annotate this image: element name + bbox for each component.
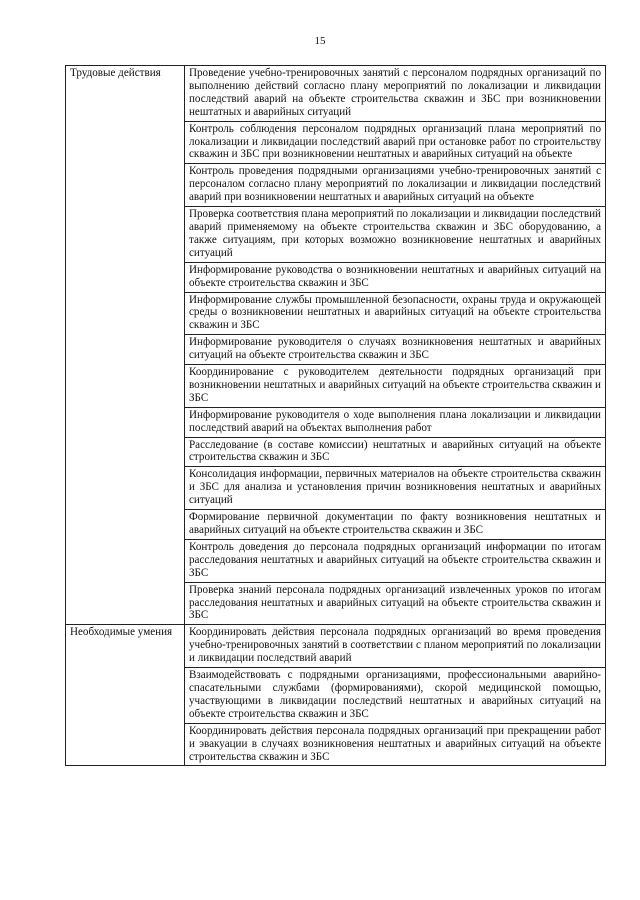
table-cell bbox=[185, 262, 606, 292]
table-cell bbox=[185, 365, 606, 408]
table-cell bbox=[185, 510, 606, 540]
row-label-labor-actions: Трудовые действия bbox=[66, 66, 185, 625]
labor-action-item: Проведение учебно-тренировочных занятий с персоналом подрядных организаций по выполнению действий согласно плану мероприятий по локализации и ликвидации последствий аварий на объекте строительства скважин и ЗБС при возникновении нештатных и аварийных ситуаций bbox=[189, 67, 601, 118]
row-label-required-skills: Необходимые умения bbox=[66, 625, 185, 766]
table-cell bbox=[185, 121, 606, 164]
table-row bbox=[66, 66, 606, 122]
table-cell bbox=[185, 292, 606, 335]
labor-action-item: Расследование (в составе комиссии) нештатных и аварийных ситуаций на объекте строительства скважин и ЗБС bbox=[189, 438, 601, 464]
labor-action-item: Проверка знаний персонала подрядных организаций извлеченных уроков по итогам расследования нештатных и аварийных ситуаций на объекте строительства скважин и ЗБС bbox=[189, 583, 601, 622]
table-row bbox=[66, 625, 606, 668]
labor-action-item: Информирование руководителя о ходе выполнения плана локализации и ликвидации последствий аварий на объектах выполнения работ bbox=[189, 408, 601, 434]
labor-action-item: Информирование руководителя о случаях возникновения нештатных и аварийных ситуаций на объекте строительства скважин и ЗБС bbox=[189, 336, 601, 362]
table-cell bbox=[185, 582, 606, 625]
table-cell bbox=[185, 668, 606, 724]
page-number: 15 bbox=[314, 35, 326, 47]
labor-action-item: Контроль соблюдения персоналом подрядных организаций плана мероприятий по локализации и ликвидации последствий аварий при остановке работ по строительству скважин и ЗБС при возникновении нештатных и аварийных ситуаций на объекте bbox=[189, 122, 601, 161]
labor-action-item: Контроль доведения до персонала подрядных организаций информации по итогам расследования нештатных и аварийных ситуаций на объекте строительства скважин и ЗБС bbox=[189, 540, 601, 579]
table-cell bbox=[185, 407, 606, 437]
table-cell bbox=[185, 625, 606, 668]
labor-action-item: Консолидация информации, первичных материалов на объекте строительства скважин и ЗБС для анализа и установления причин возникновения нештатных и аварийных ситуаций bbox=[189, 468, 601, 507]
table-cell bbox=[185, 467, 606, 510]
table-cell bbox=[185, 66, 606, 122]
table-cell bbox=[185, 207, 606, 263]
table-cell bbox=[185, 539, 606, 582]
labor-action-item: Формирование первичной документации по факту возникновения нештатных и аварийных ситуаций на объекте строительства скважин и ЗБС bbox=[189, 511, 601, 536]
labor-action-item: Координирование с руководителем деятельности подрядных организаций при возникновении нештатных и аварийных ситуаций на объекте строительства скважин и ЗБС bbox=[189, 366, 601, 404]
labor-action-item: Проверка соответствия плана мероприятий по локализации и ликвидации последствий аварий применяемому на объекте строительства скважин и ЗБС оборудованию, а также ситуациям, при которых возможно возникновение нештатных и аварийных ситуаций bbox=[189, 208, 601, 259]
labor-action-item: Информирование руководства о возникновении нештатных и аварийных ситуаций на объекте строительства скважин и ЗБС bbox=[189, 263, 601, 289]
table-cell bbox=[185, 335, 606, 365]
table-cell bbox=[185, 437, 606, 467]
table-cell bbox=[185, 164, 606, 207]
labor-action-item: Контроль проведения подрядными организациями учебно-тренировочных занятий с персоналом согласно плану мероприятий по локализации и ликвидации последствий аварий при возникновении нештатных и аварийных ситуаций на объекте bbox=[189, 165, 601, 204]
skill-item: Координировать действия персонала подрядных организаций во время проведения учебно-тренировочных занятий в соответствии с планом мероприятий по локализации и ликвидации последствий аварий bbox=[189, 626, 601, 665]
standard-table bbox=[65, 65, 606, 766]
table-cell bbox=[185, 723, 606, 766]
skill-item: Координировать действия персонала подрядных организаций при прекращении работ и эвакуации в случаях возникновения нештатных и аварийных ситуаций на объекте строительства скважин и ЗБС bbox=[189, 724, 601, 763]
labor-action-item: Информирование службы промышленной безопасности, охраны труда и окружающей среды о возникновении нештатных и аварийных ситуаций на объекте строительства скважин и ЗБС bbox=[189, 293, 601, 332]
skill-item: Взаимодействовать с подрядными организациями, профессиональными аварийно-спасательными службами (формированиями), скорой медицинской помощью, участвующими в ликвидации последствий нештатных и аварийных ситуаций на объекте строительства скважин и ЗБС bbox=[189, 669, 601, 720]
